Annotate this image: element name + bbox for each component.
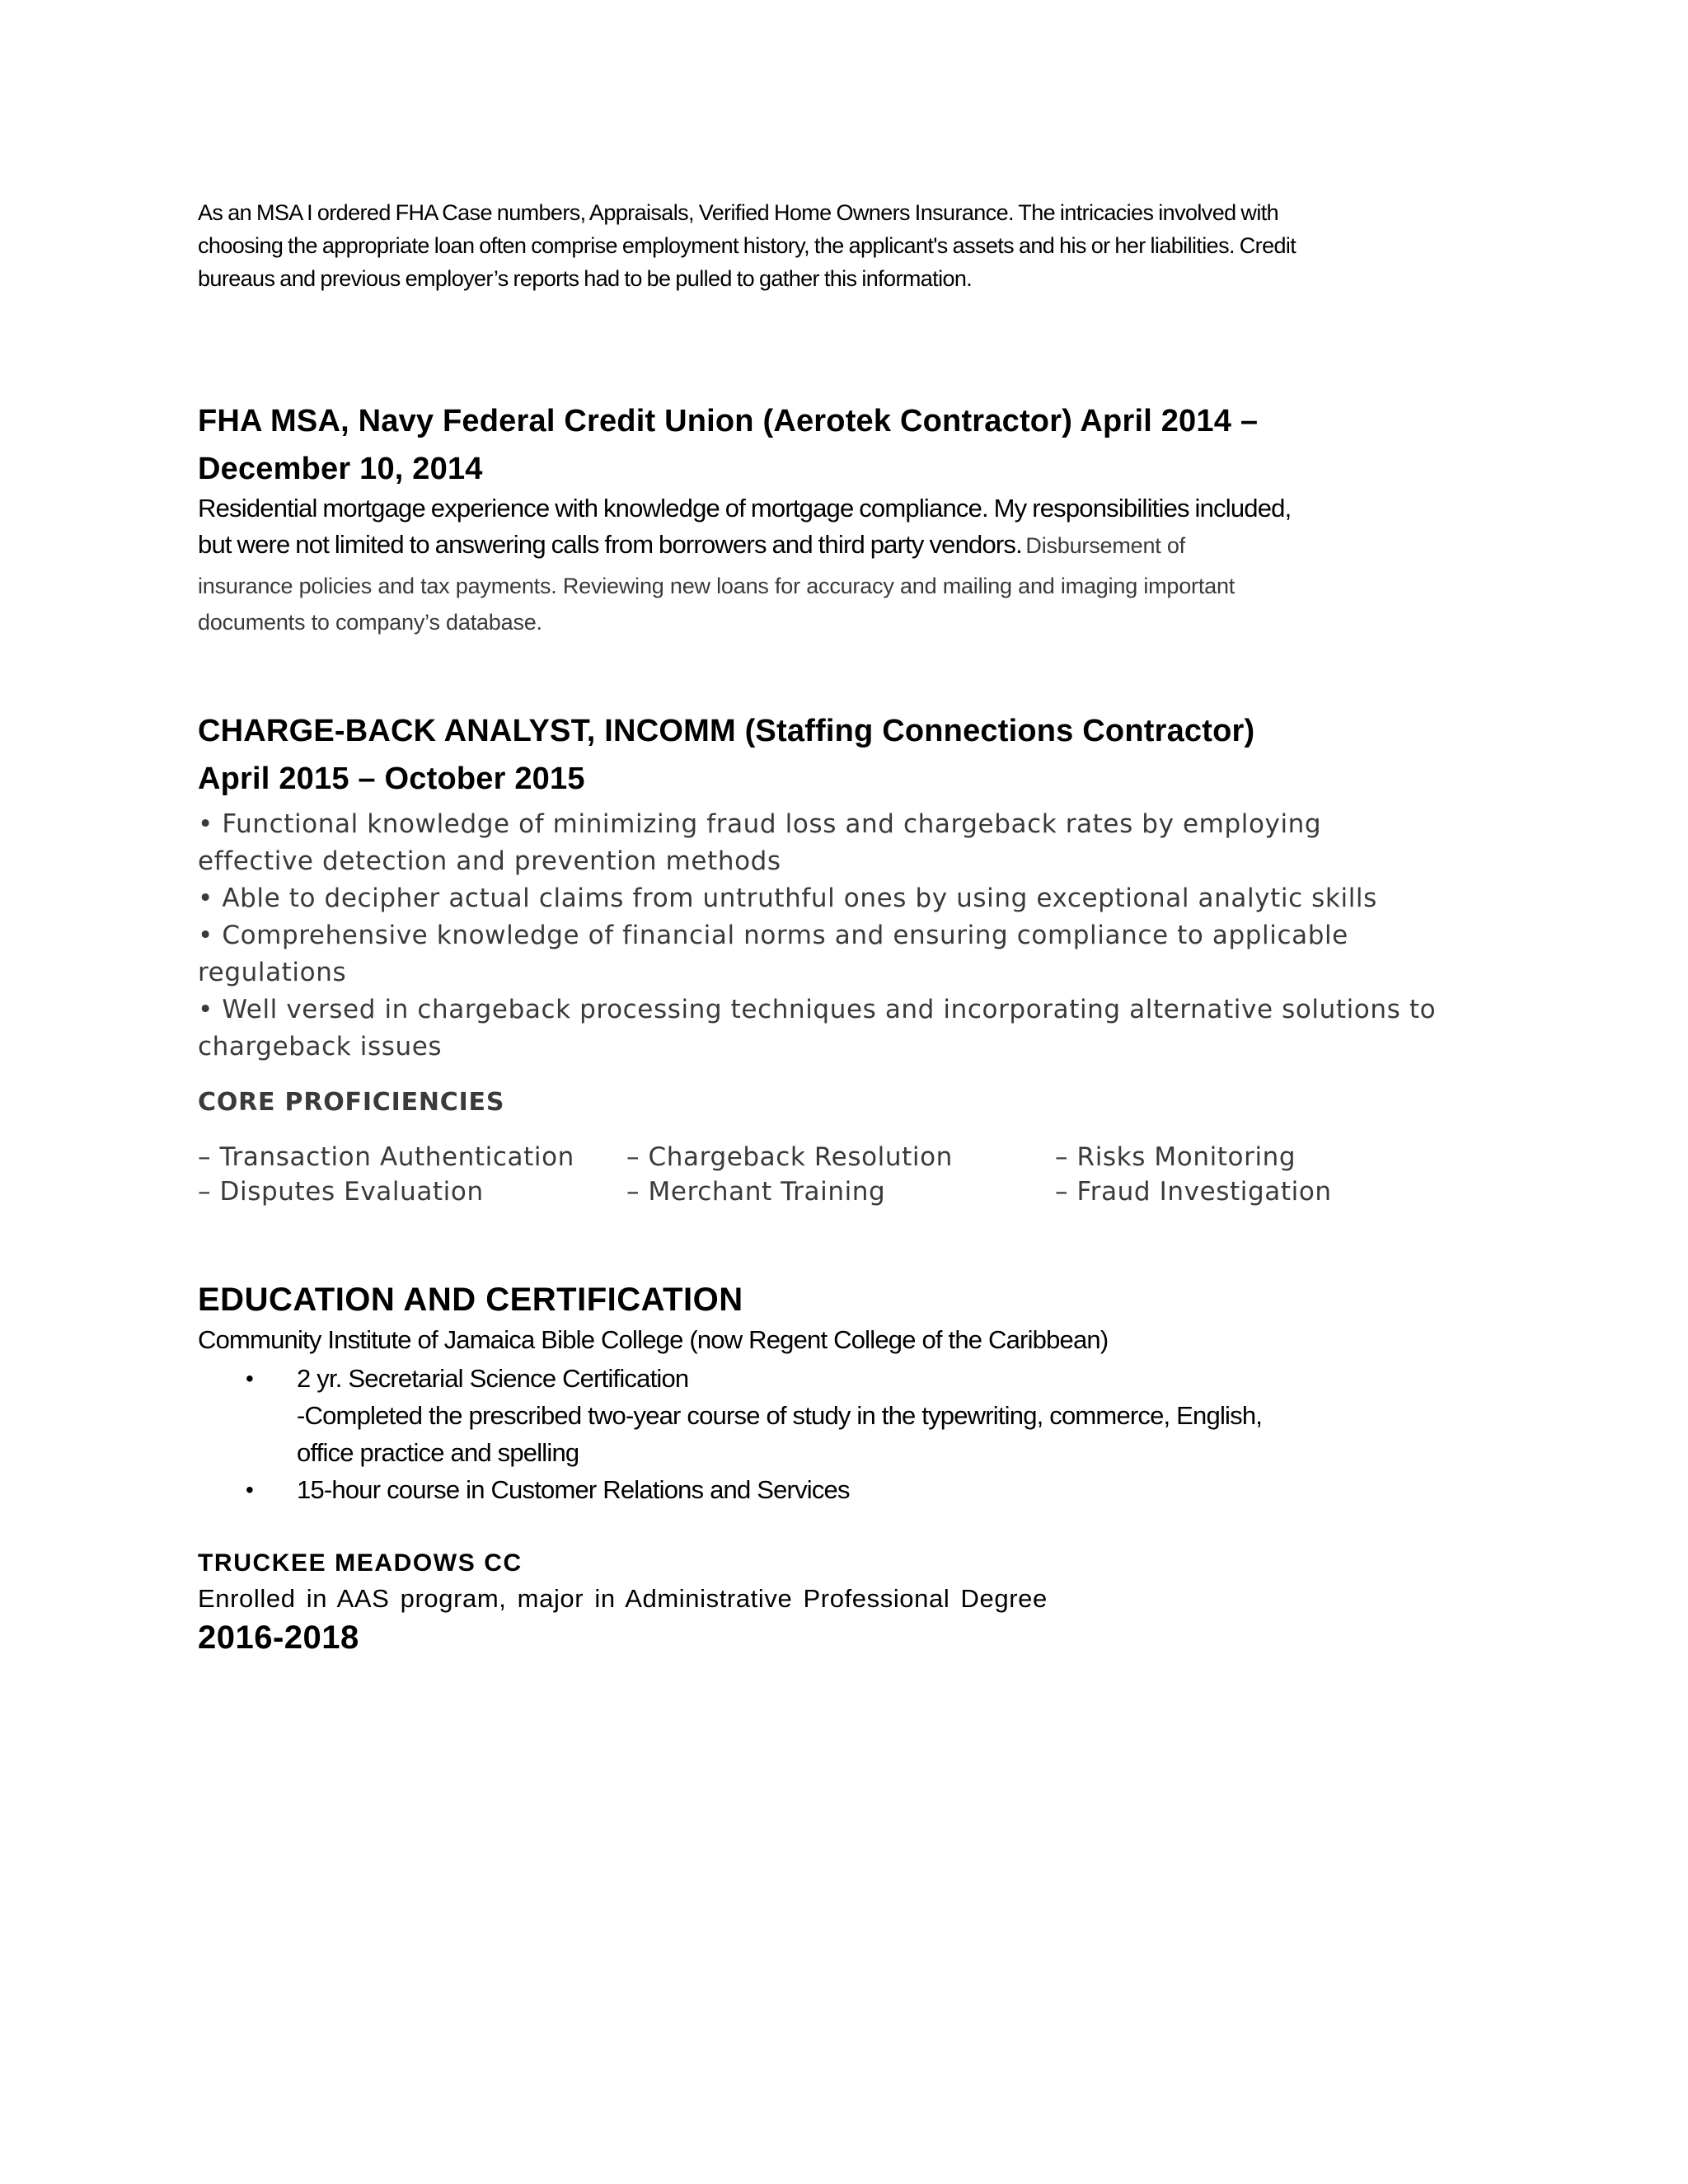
job-title-line: December 10, 2014 [198, 452, 483, 486]
job-title-line: CHARGE-BACK ANALYST, INCOMM (Staffing Connections Contractor) [198, 714, 1255, 748]
description-text-small: Disbursement of [1025, 533, 1185, 558]
job-title-line: FHA MSA, Navy Federal Credit Union (Aerotek Contractor) April 2014 – [198, 404, 1259, 438]
education-list [198, 1360, 1484, 1508]
bullet-line: regulations [198, 958, 347, 987]
core-proficiencies-grid [198, 1141, 1484, 1208]
program-years: 2016-2018 [198, 1619, 359, 1656]
bullet-line: • Functional knowledge of minimizing fraud loss and chargeback rates by employing [198, 809, 1322, 839]
education-list-item [198, 1360, 1484, 1471]
education-heading: EDUCATION AND CERTIFICATION [198, 1282, 743, 1318]
job-title-chargeback-analyst [198, 707, 1484, 803]
school-name: Community Institute of Jamaica Bible College (now Regent College of the Caribbean) [198, 1325, 1109, 1354]
description-line: documents to company’s database. [198, 610, 542, 635]
intro-line: bureaus and previous employer’s reports had to be pulled to gather this information. [198, 266, 973, 291]
job-description-fha-msa [198, 490, 1484, 640]
bullet-glyph: • [246, 1366, 254, 1391]
bullet-line: • Comprehensive knowledge of financial norms and ensuring compliance to applicable [198, 921, 1348, 950]
program-description: Enrolled in AAS program, major in Administrative Professional Degree [198, 1584, 1048, 1613]
description-line: Residential mortgage experience with knowledge of mortgage compliance. My responsibilities included, [198, 494, 1292, 523]
proficiency-item: – Transaction Authentication [198, 1142, 574, 1172]
proficiency-item: – Risks Monitoring [1055, 1142, 1296, 1172]
education-list-item [198, 1471, 1484, 1508]
chargeback-bullet-list [198, 806, 1500, 1066]
college-name: TRUCKEE MEADOWS CC [198, 1549, 523, 1577]
proficiency-item: – Merchant Training [626, 1177, 886, 1207]
intro-paragraph [198, 196, 1484, 295]
education-line: -Completed the prescribed two-year course of study in the typewriting, commerce, English, [297, 1401, 1263, 1430]
proficiency-item: – Fraud Investigation [1055, 1177, 1332, 1207]
bullet-line: effective detection and prevention methods [198, 846, 781, 876]
bullet-line: • Able to decipher actual claims from untruthful ones by using exceptional analytic skills [198, 883, 1377, 913]
bullet-line: chargeback issues [198, 1032, 443, 1062]
bullet-line: • Well versed in chargeback processing techniques and incorporating alternative solutions to [198, 995, 1437, 1024]
education-line: 2 yr. Secretarial Science Certification [297, 1364, 689, 1393]
proficiency-item: – Chargeback Resolution [626, 1142, 953, 1172]
description-text: but were not limited to answering calls from borrowers and third party vendors. [198, 530, 1022, 559]
description-line: insurance policies and tax payments. Reviewing new loans for accuracy and mailing and imaging important [198, 574, 1236, 598]
bullet-glyph: • [246, 1477, 254, 1502]
intro-line: choosing the appropriate loan often comprise employment history, the applicant's assets and his or her liabilities. Credit [198, 233, 1296, 258]
intro-line: As an MSA I ordered FHA Case numbers, Appraisals, Verified Home Owners Insurance. The intricacies involved with [198, 200, 1279, 225]
core-proficiencies-heading: CORE PROFICIENCIES [198, 1088, 505, 1117]
job-title-fha-msa [198, 397, 1484, 493]
education-line: office practice and spelling [297, 1438, 579, 1467]
education-line: 15-hour course in Customer Relations and Services [297, 1475, 850, 1504]
job-title-line: April 2015 – October 2015 [198, 762, 585, 796]
proficiency-item: – Disputes Evaluation [198, 1177, 484, 1207]
